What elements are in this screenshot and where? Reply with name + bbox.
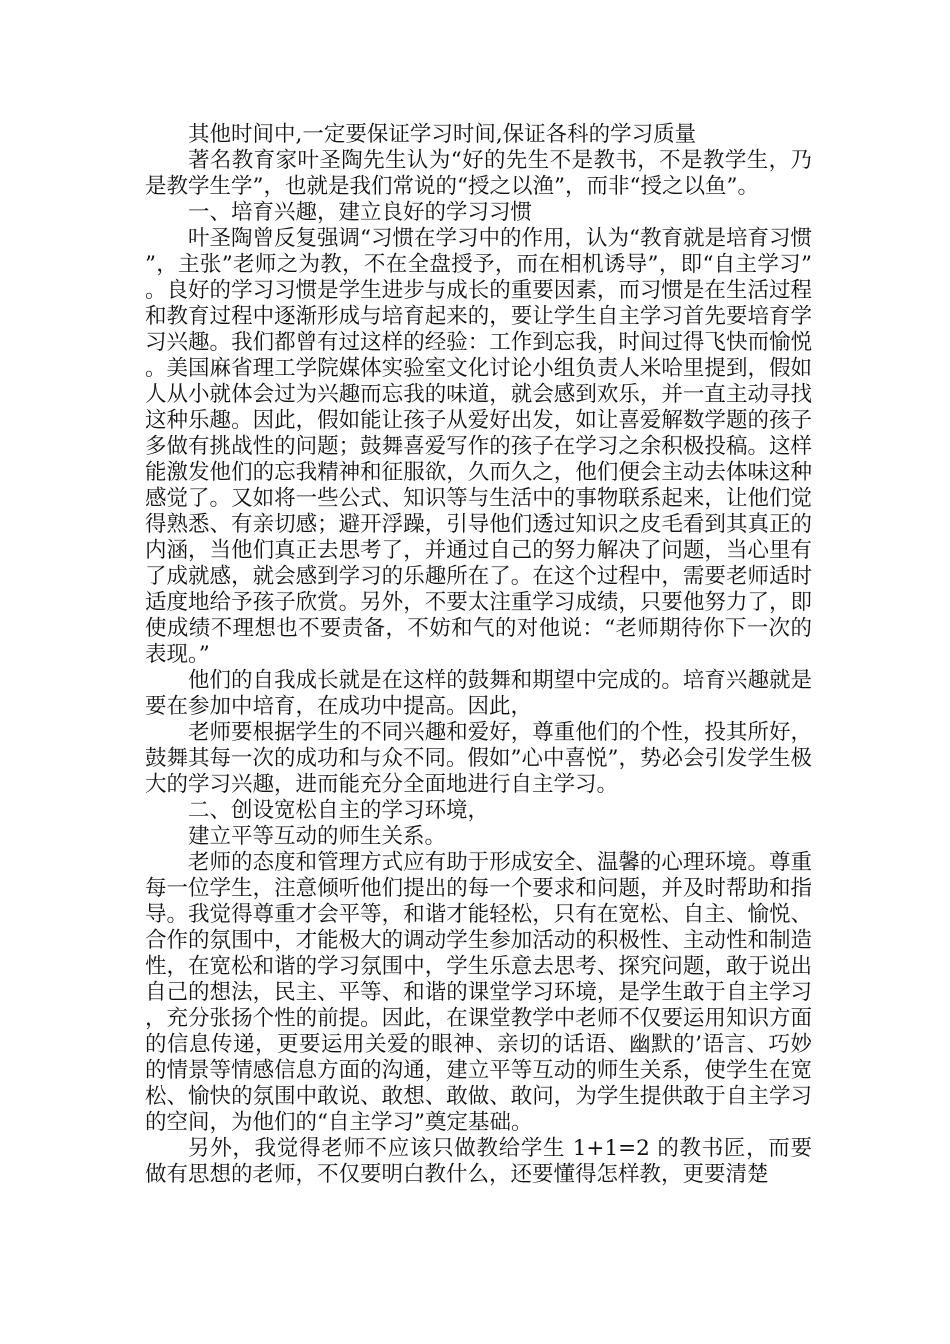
document-body: [145, 122, 812, 1188]
paragraph-thinking-teacher: 另外，我觉得老师不应该只做教给学生 1+1=2 的教书匠，而要做有思想的老师，不仅要明白教什么，还要懂得怎样教，更要清楚: [145, 1136, 812, 1187]
heading-section-one: 一、培育兴趣，建立良好的学习习惯: [188, 200, 533, 225]
paragraph-respect-interests: 老师要根据学生的不同兴趣和爱好，尊重他们的个性，投其所好，鼓舞其每一次的成功和与众不同。假如”心中喜悦”，势必会引发学生极大的学习兴趣，进而能充分全面地进行自主学习。: [145, 720, 812, 797]
subheading-teacher-student-relationship: 建立平等互动的师生关系。: [188, 824, 447, 849]
paragraph-self-growth: 他们的自我成长就是在这样的鼓舞和期望中完成的。培育兴趣就是要在参加中培育，在成功中提高。因此，: [145, 668, 812, 719]
heading-section-two: 二、创设宽松自主的学习环境，: [188, 798, 490, 823]
paragraph-study-time: 其他时间中,一定要保证学习时间,保证各科的学习质量: [188, 122, 697, 147]
paragraph-teacher-attitude: 老师的态度和管理方式应有助于形成安全、温馨的心理环境。尊重每一位学生，注意倾听他们提出的每一个要求和问题，并及时帮助和指导。我觉得尊重才会平等，和谐才能轻松，只有在宽松、自主、愉悦、合作的氛围中，才能极大的调动学生参加活动的积极性、主动性和制造性，在宽松和谐的学习氛围中，学生乐意去思考、探究问题，敢于说出自己的想法，民主、平等、和谐的课堂学习环境，是学生敢于自主学习，充分张扬个性的前提。因此，在课堂教学中老师不仅要运用知识方面的信息传递，更要运用关爱的眼神、亲切的话语、幽默的’语言、巧妙的情景等情感信息方面的沟通，建立平等互动的师生关系，使学生在宽松、愉快的氛围中敢说、敢想、敢做、敢问，为学生提供敢于自主学习的空间，为他们的“自主学习”奠定基础。: [145, 850, 812, 1135]
paragraph-learning-habits: 叶圣陶曾反复强调“习惯在学习中的作用，认为“教育就是培育习惯”，主张”老师之为教，不在全盘授予，而在相机诱导”，即“自主学习”。良好的学习习惯是学生进步与成长的重要因素，而习惯是在生活过程和教育过程中逐渐形成与培育起来的，要让学生自主学习首先要培育学习兴趣。我们都曾有过这样的经验：工作到忘我，时间过得飞快而愉悦。美国麻省理工学院媒体实验室文化讨论小组负责人米哈里提到，假如人从小就体会过为兴趣而忘我的味道，就会感到欢乐，并一直主动寻找这种乐趣。因此，假如能让孩子从爱好出发，如让喜爱解数学题的孩子多做有挑战性的问题；鼓舞喜爱写作的孩子在学习之余积极投稿。这样能激发他们的忘我精神和征服欲，久而久之，他们便会主动去体味这种感觉了。又如将一些公式、知识等与生活中的事物联系起来，让他们觉得熟悉、有亲切感；避开浮躁，引导他们透过知识之皮毛看到其真正的内涵，当他们真正去思考了，并通过自己的努力解决了问题，当心里有了成就感，就会感到学习的乐趣所在了。在这个过程中，需要老师适时适度地给予孩子欣赏。另外，不要太注重学习成绩，只要他努力了，即使成绩不理想也不要责备，不妨和气的对他说：“老师期待你下一次的表现。”: [145, 226, 812, 667]
paragraph-ye-shengtao-quote: 著名教育家叶圣陶先生认为“好的先生不是教书，不是教学生，乃是教学生学”，也就是我们常说的“授之以渔”，而非“授之以鱼”。: [145, 148, 812, 199]
